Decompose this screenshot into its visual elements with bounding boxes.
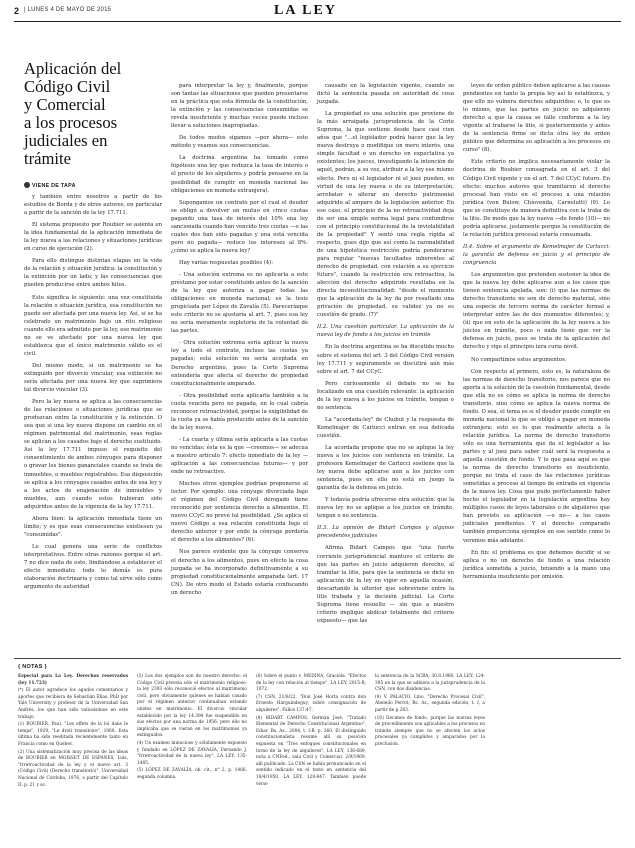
footnote-text: (3) Los dos ejemplos son de nuestro derecho: el Código Civil preveía sólo el matrimonio religioso; la ley 2393 sólo reconoció efectos al matrimonio civil, pero obviamente quienes se habían casado por el régimen anterior continuaban estando unidos en matrimonio. El divorcio vincular establecido por la ley 14.394 fue suspendido en sus efectos por una norma de 1956; pero ello no implicaba que se vieran en los matrimonios ya extinguidos. [137,674,247,739]
article-paragraph: No compartimos estos argumentos. [471,356,567,363]
notes-column-3 [256,674,366,789]
headline-line: y Comercial [24,95,106,114]
article-paragraph: Con respecto al primero, esto es, la naturaleza de las normas de derecho transitorio, nos parece que no aporta a la solución de la cuestión fundamental, desde que ella no es cómo se aplica la norma de derecho transitorio, sino cómo se aplica la nueva norma de fondo. O sea, el tema es si el deudor puede cumplir en moneda nacional lo que se obligó a pagar en moneda extranjera; esto es lo que realmente afecta a la relación jurídica. La norma de derecho transitorio sólo es una herramienta que da el legislador a las partes y al juez para saber cuál será la respuesta a aquella cuestión de fondo. Y lo que pasa aquí es que la norma de derecho transitorio es insuficiente, porque no trata el caso de las relaciones jurídicas sometidas a proceso al tiempo de entrada en vigencia de la nueva ley. Cosa que pudo perfectamente haber hecho el legislador en la legislación argentina hay múltiples casos de leyes laborales o de alquileres que han previsto su aplicación —o no— a los casos judiciales pendientes. Y el derecho comparado también proporciona ejemplos en ese sentido como lo veremos más adelante. [463,368,610,544]
footnote-text: (2) Una sistematización muy precisa de las ideas de ROUBIER en MOISSET DE ESPANÉS, Luis, "Irretroactividad de la ley y el nuevo art. 3 (Código Civil) (Derecho transitorio)", Universidad Nacional de Córdoba, 1976, a partir del Capítulo II, p. 21 y ss. [18,749,128,788]
footnote [375,716,485,749]
footnote-text: (8) BIDART CAMPOS, Germán José, "Tratado Elemental de Derecho Constitucional Argentino", Ediar, Bs. As., 2004, t. I-B, p. 360. El distinguido constitucionalista resume allí su posición expuesta en "Tres enfoques constitucionales en torno de la ley de alquileres", LA LEY, 136-689, nota a CNFed., sala Civil y Comercial, 2/9/1969, allí publicado. La CSN se había pronunciado en el sentido indicado en el texto en sentencia del 18/4/1950, LA LEY, 128-847. También puede verse [256,715,366,787]
footnote-text: la sentencia de la SCBA, 30.8.1966, LA LEY, 124-395 en la que se adhiera a la jurisprudencia de la CSN, con dos disidencias. [375,674,485,693]
article-paragraph: Muchos otros ejemplos podrían proponerse al lector. Por ejemplo: una cónyuge divorciada bajo el régimen del Código Civil derogado tiene reconocido por sentencia derecho a alimentos. El nuevo CCyC no prevé tal posibilidad. ¿Se aplica el nuevo Código a esa relación constituida bajo el derecho anterior y por ende la cónyuge perdería el derecho a los alimentos? (6). [171,481,308,544]
section-subheading: II.2. Una cuestión particular. La aplicación de la nueva ley de fondo a los juicios en trámite [317,324,454,339]
article-paragraph: causado en la legislación vigente, cuando se dictó la sentencia pasada en autoridad de cosa juzgada. [317,83,454,106]
headline-line: a los procesos [24,113,118,132]
footnote-text: (7) CSN, 21/8/22, "Don José Horta contra don Ernesto Harguindeguy, sobre consignación de alquileres", Fallos 137:47. [256,694,366,713]
article-paragraph: Pero curiosamente el debate no se ha focalizado en una cuestión relevante: la aplicación de la ley nueva a los juicios en trámite, tengan o no sentencia. [317,380,454,411]
article-column-3 [317,82,454,629]
footnote-text: (10) Decimos de fondo, porque las nuevas leyes de procedimiento son aplicables a los procesos en trámite siempre que no se afecten los actos procesales ya cumplidos y amparados por la preclusión. [375,715,485,747]
footnote [18,722,128,748]
article-headline [24,60,164,168]
article-column-1 [24,193,162,595]
notes-column-2 [137,674,247,783]
article-paragraph: Ahora bien: la aplicación inmediata tiene un límite; y es que esas consecuencias existiesen ya "consumidas". [24,515,162,538]
footnote [137,768,247,781]
section-subheading: II.3. La opinión de Bidart Campos y algunos precedentes judiciales [317,525,454,540]
article-paragraph: La propiedad es una solución que proviene de la más arraigada jurisprudencia de la Corte Suprema, la que sostiene desde hace casi cien años que "...el legislador podrá hacer que la ley nueva destruya o modifique un mero interés, una simple facultad o un derecho en expectativa ya existentes; los jueces, investigando la intención de aquél, podrán, a su vez, atribuir a la ley ese mismo efecto. Pero ni el legislador ni el juez pueden, en virtud de una ley nueva o de su interpretación, arrebatar o alterar un derecho patrimonial adquirido al amparo de la legislación anterior. En ese caso, el principio de la no retroactividad deja de ser una simple norma legal para confundirse con el principio constitucional de la inviolabilidad de la propiedad" Y sentó una regla rígida al respecto, pues dijo que así como la razonabilidad de una hipotética restricción podría ponderarse para regular "nuevas facultades inherentes al derecho de propiedad, con relación a su ejercicio futuro", cuando la restricción era retroactiva, la afección del derecho adquirido resultaba en la directa inconstitucionalidad: "desde el momento que la aplicación de la ley da por resultado una privación de propiedad, su validez ya no es cuestión de grado. (7)" [317,111,454,319]
footnote-text: (*) El autor agradece los agudos comentarios y aportes que recibiera de Sebastián Elías, PhD por Yale University y profesor de la Universidad San Andrés, los que han sido valiosísimos en este trabajo. [18,688,128,720]
article-paragraph: Los argumentos que pretenden sostener la idea de que la nueva ley debe aplicarse aun a los casos que tienen sentencia apelada, son: (i) que las normas de derecho transitorio no son de derecho material, sino una especie de tercero norma de carácter formal a interpretar entre las de dos momentos diferentes; y, (ii) que en esto de la aplicación de la ley nueva a los juicios en trámite, poco o nada tiene que ver la defensa en juicio, pues se trata de la aplicación del derecho y rige el principio iura curia novit. [463,272,610,351]
newspaper-logo: LA LEY [274,3,337,18]
headline-line: judiciales en [24,131,108,150]
article-paragraph: La doctrina argentina ha tomado como hipótesis una ley que reduzca la tasa de interés o el precio de los alquileres y podría pensarse en la posibilidad de cumplir en moneda nacional las obligaciones en moneda extranjera). [171,155,308,194]
article-paragraph: La acordada propone que no se aplique la ley nueva a los juicios con sentencia en trámite. La profesora Kemelmajer de Carlucci sostiene que la ley nueva debe aplicarse aun a los juicios con sentencia, pues en ello no está en juego la garantía de la defensa en juicio. [317,444,454,492]
article-paragraph: En fin: el problema es que debemos decidir si se aplica o no un derecho de fondo a una relación jurídica sometida a juicio, teniendo a la mano una herramienta insuficiente por omisión. [463,549,610,580]
article-paragraph: - Otra posibilidad sería aplicarla también a la cuota vencida pero no pagada, en lo cual cabría reconocer retroactividad, porque la exigibilidad de la cuota ya se había producido antes de la sanción de la ley nueva. [171,392,308,431]
article-paragraph: - La cuarta y última sería aplicarla a las cuotas no vencidas; ésta es la que —creemos— se adecua a nuestro artículo 7: efecto inmediato de la ley —aplicación a las consecuencias futuras— y por ende no retroactivo. [171,436,308,476]
article-paragraph: - Otra solución extrema sería aplicar la nueva ley a todo el contrato, incluso las cuotas ya pagadas; esta solución no sería aceptada en Derecho argentino, pues la Corte Suprema entendería que afecta el derecho de propiedad constitucionalmente amparado. [171,340,308,387]
footnote [137,741,247,767]
section-subheading: II.4. Sobre el argumento de Kemelmajer de Carlucci: la garantía de defensa en juicio y el principio de congruencia [463,243,610,266]
footnote-text: (6) Sobre el punto v. MEDINA, Graciela, "Efectos de la ley con relación al tiempo", LA LEY, 2015-B, 1072. [256,674,366,693]
article-column-4 [463,82,610,585]
article-paragraph: De todos modos sigamos —por ahora— este método y veamos sus consecuencias. [171,135,308,150]
page-header [14,3,621,18]
headline-line: trámite [24,149,71,168]
article-paragraph: y también entre nosotros a partir de los estudios de Borda y de otros autores, en particular a partir de la sanción de la ley 17.711. [24,194,162,217]
footnote-text: (4) Un examen minucioso y sólidamente expuesto y fundado en LÓPEZ DE ZAVALÍA, Fernando J. "Irretroactividad de la nueva ley", LA LEY, 135-1485. [137,740,247,766]
article-paragraph: Lo cual genera una serie de conflictos interpretativos. Entre otras razones porque el art. 7 no dice nada de esto, limitándose a establecer el efecto inmediato; todo lo demás es pura elaboración doctrinaria y como tal sirve sólo como argumento de autoridad [24,543,162,591]
article-column-2 [171,82,308,601]
article-paragraph: El sistema propuesto por Roubier se asienta en la idea fundamental de la aplicación inmediata de la ley nueva a las relaciones y situaciones jurídicas en curso de ejecución (2). [24,222,162,253]
headline-line: Código Civil [24,77,111,96]
byline-text: VIENE DE TAPA [32,183,76,189]
page-number: 2 [14,6,20,16]
footnote [375,695,485,715]
article-paragraph: Del mismo modo, si un matrimonio se ha extinguido por divorcio vincular, esa extinción no sería afectada por una nueva ley que suprimiera tal divorcio vincular (3). [24,362,162,394]
article-paragraph: leyes de orden público deben aplicarse a las causas pendientes en tanto la propia ley así lo establezca, y que ello no vulnera derechos adquiridos; o, lo que es lo mismo, que las partes en juicio no adquieren derecho a que la causa se falle conforme a la ley vigente al trabarse la litis, si posteriormente y antes de la sentencia firme se dicta otra ley de orden público que determina su aplicación a los procesos en curso" (8). [463,83,610,154]
article-paragraph: En la doctrina argentina se ha discutido mucho sobre el sistema del art. 3 del Código Civil versión ley 17.711 y seguramente se discutirá aún más sobre el art. 7 del CCyC. [317,344,454,375]
footnote-text: (9) V. PALACIO, Lino, "Derecho Procesal Civil", Abeledo Perrot, Bs. As., segunda edición, t. I, a partir de p.283. [375,694,485,713]
article-paragraph: Pero la ley nueva se aplica a las consecuencias de las relaciones o situaciones jurídicas que se produzcan entre la constitución y la extinción. O sea que si una ley nueva dispone un cambio en el régimen patrimonial del matrimonio, esas reglas se aplican a los casados bajo el derecho sustituido. Así la ley 17.711 impuso el requisito del consentimiento de ambos cónyuges para disponer o gravar los bienes gananciales cuando se trata de inmuebles, o muebles registrables. Esa disposición se aplica a los cónyuges casados antes de esa ley y a los actos de enajenación de inmuebles y muebles, aun cuando estos hubieran sido adquiridos antes de la vigencia de la ley 17.711. [24,399,162,510]
article-paragraph: La "acordada-ley" de Chubut y la respuesta de Kemelmajer de Carlucci entran en esa delicada cuestión. [317,416,454,439]
footnote-title: Especial para La Ley. Derechos reservados (ley 11.723) [18,674,128,686]
article-paragraph: Este criterio no implica necesariamente violar la doctrina de Roubier consagrada en el art. 3 del Código Civil vigente y en el art. 7 del CCyC futuro. En efecto: muchos autores que tramitaron el derecho procesal han visto en el proceso a una relación jurídica (von Bulow, Chiovenda, Carnelutti) (9). Lo que se constituye de manera definitiva con la traba de la litis. De modo que la ley nueva —de fondo (10)— no podría aplicarse, justamente porque la constitución de la relación jurídica procesal estaría consumada. [463,159,610,238]
article-paragraph: Y todavía podría ofrecerse otra solución: que la nueva ley no se aplique a los juicios en trámite, tengan o no sentencia. [317,497,454,520]
footnote [256,716,366,789]
notes-column-4 [375,674,485,750]
headline-line: Aplicación del [24,59,122,78]
footnote [256,674,366,694]
article-paragraph: - Una solución extrema es no aplicarla a este préstamo por estar constituido antes de la sanción de la ley que autoriza a pagar todas las obligaciones en moneda nacional; es la tesis propiciada por López de Zavalía (5). Pareceríaque este criterio no se ajustaría al art. 7, pues esa ley no sería meramente supletoria de la voluntad de las partes. [171,271,308,335]
article-paragraph: Nos parece evidente que la cónyuge conserva el derecho a los alimentos, pues en efecto la cosa juzgada se ha incorporado definitivamente a su propiedad constitucionalmente amparada (art. 17 CN). De otro modo el Estado estaría confiscando un derecho [171,549,308,596]
article-paragraph: Hay varias respuestas posibles (4): [179,259,274,266]
article-paragraph: Supongamos un contrato por el cual el deudor se obligó a devolver un mutuo en cinco cuotas pagando una tasa de interés del 10% una ley sancionada cuando han vencido tres cuotas —o las cuales dos han sido pagadas y una está vencida pero no pagada— reduce los intereses al 8%: ¿cómo se aplica la nueva ley? [171,199,308,254]
footnote [375,674,485,694]
footnote [18,688,128,721]
footnote [137,674,247,740]
article-paragraph: Esto significa lo siguiente: una vez constituida la relación o situación jurídica, esa constitución no puede ser afectada por una nueva ley. Así, si se ha celebrado un matrimonio bajo un rito religioso cuando ello era admitido por la ley, ese matrimonio no se ve afectado por una nueva ley que establezca que el único matrimonio válido es el civil. [24,294,162,357]
footnote [256,695,366,715]
footnote-text: (5) LÓPEZ DE ZAVALÍA, ob. cit., n° 2, p. 1486, segunda columna. [137,768,247,780]
header-rule [14,21,621,22]
notes-column-1 [18,674,128,790]
footnote-text: (1) ROUBIER, Paul, "Les effets de la loi dans le temps", 1929, "Le droit transitoire", 1960. Esta última ha sido reeditada recientemente tanto en Francia como en Quebec. [18,722,128,747]
footnote [18,674,128,687]
continued-from-cover [24,182,76,189]
footnote [18,750,128,790]
article-paragraph: Para ello distingue distintas etapas en la vida de la relación y situación jurídica: la constitución y la extinción por un lado; y las consecuencias que pueden producirse entre ambos hitos. [24,258,162,289]
article-paragraph: Afirma Bidart Campos que "una fuerte corriente jurisprudencial mantuvo el criterio de que las partes en juicio adquieren derecho, al tramitar la litis, para que la sentencia se dicte en aplicación de la ley en vigor en aquella ocasión, descartando la ulterior que sobreviene entre la litis trabada y la decisión judicial. La Corte Suprema tiene resuelto — sin que a nuestro criterio implique abdicar totalmente del criterio expuesto— que las [317,545,454,624]
issue-date: | LUNES 4 DE MAYO DE 2015 [24,7,112,13]
notes-label: { NOTAS } [18,664,47,670]
article-paragraph: para interpretar la ley y, finalmente, porque son tantas las situaciones que pueden presentarse en la práctica que esta fórmula de la constitución, la extinción y las consecuencias consumidas se revela insuficiente y muchas veces puede incluso llevar a soluciones inapropiadas. [171,83,308,130]
arrow-icon [24,182,30,188]
notes-rule [14,658,621,659]
